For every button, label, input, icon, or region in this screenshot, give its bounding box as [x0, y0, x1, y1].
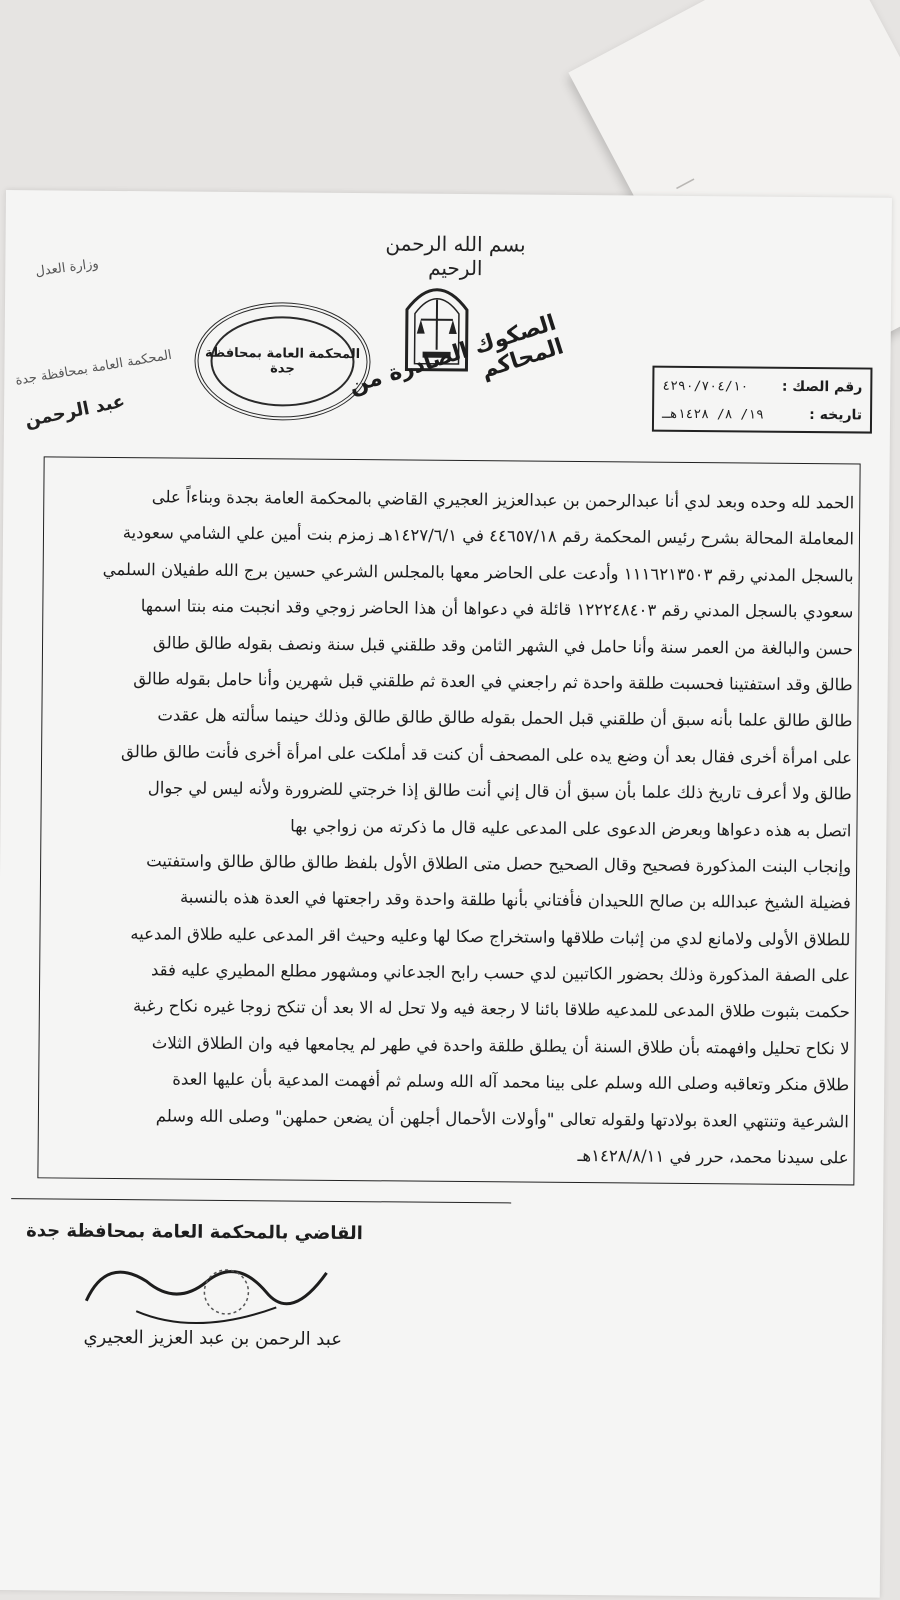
handwritten-note-3: عبد الرحمن	[23, 390, 127, 432]
body-line: على سيدنا محمد، حرر في ١٤٢٨/٨/١١هـ	[577, 1146, 849, 1168]
reference-number-value: ٤٢٩٠/٧٠٤/١٠	[662, 378, 749, 394]
judge-name: عبد الرحمن بن عبد العزيز العجيري	[83, 1326, 343, 1350]
handwritten-note-1: وزارة العدل	[34, 256, 100, 280]
body-line: لا نكاح تحليل وافهمته بأن طلاق السنة أن يطلق طلقة واحدة في طهر لم يجامعها فيه وان الطلاق الثلاث	[151, 1033, 850, 1059]
body-text	[43, 478, 854, 1176]
body-line: المعاملة المحالة بشرح رئيس المحكمة رقم ٤٤٦٥٧/١٨ في ١٤٢٧/٦/١هـ زمزم بنت أمين علي الشامي سعودية	[122, 523, 855, 549]
body-line: الشرعية وتنتهي العدة بولادتها ولقوله تعالى "وأولات الأحمال أجلهن أن يضعن حملهن" وصلى الله وسلم	[155, 1105, 849, 1132]
reference-date-label: تاريخه :	[809, 407, 863, 424]
body-line: حكمت بثبوت طلاق المدعى للمدعيه طلاقا بائنا لا رجعة فيه ولا تحل له الا بعد أن تنكح زوجا غيره نكاح رغبة	[132, 996, 850, 1022]
closing-rule	[11, 1198, 511, 1203]
stamp-text: المحكمة العامة بمحافظة جدة	[205, 345, 361, 377]
body-line: اتصل به هذه دعواها وبعرض الدعوى على المدعى عليه قال ما ذكرته من زواجي بها	[290, 816, 852, 840]
body-line: طالق وقد استفتينا فحسبت طلقة واحدة ثم راجعني في العدة ثم طلقني قبل شهرين وأنا حامل بقوله طالق	[133, 669, 853, 695]
reference-number-row	[662, 372, 862, 402]
body-line: بالسجل المدني رقم ١١١٦٢١٣٥٠٣ وأدعت على الحاضر معها بالمجلس الشرعي حسين برج الله طفيلان السلمي	[102, 559, 854, 586]
basmala: بسم الله الرحمن الرحيم	[385, 231, 526, 281]
reference-date-row	[662, 400, 862, 430]
faint-text: —	[669, 167, 701, 200]
handwritten-note-2: المحكمة العامة بمحافظة جدة	[14, 347, 173, 389]
body-line: طلاق منكر وتعاقبه وصلى الله وسلم على بينا محمد آله الله وسلم ثم أفهمت المدعية بأن عليها العدة	[172, 1069, 850, 1095]
body-line: للطلاق الأولى ولامانع لدي من إثبات طلاقها واستخراج صكا لها وعليه وحيث اقر المدعى عليه طلاق المدعيه	[130, 923, 851, 950]
document-page	[0, 190, 892, 1598]
body-line: طالق طالق علما بأنه سبق أن طلقني قبل الحمل بقوله طالق طالق طالق وذلك حينما سألته هل عقدت	[157, 705, 853, 731]
body-line: سعودي بالسجل المدني رقم ١٢٢٢٤٨٤٠٣ قائلة في دعواها أن هذا الحاضر زوجي وقد انجبت منه بنتا اسمها	[140, 596, 854, 622]
judge-title: القاضي بالمحكمة العامة بمحافظة جدة	[26, 1220, 363, 1245]
body-line: وإنجاب البنت المذكورة فصحيح وقال الصحيح حصل متى الطلاق الأول بلفظ طالق طالق طالق واستفتيت	[146, 851, 852, 877]
reference-date-value: ١٩/ ٨/ ١٤٢٨هـ	[662, 406, 764, 423]
body-line: حسن والبالغة من العمر سنة وأنا حامل في الشهر الثامن وقد طلقني قبل سنة ونصف بقوله طالق طالق	[152, 632, 854, 658]
body-line: على امرأة أخرى فقال بعد أن وضع يده على المصحف أن كنت قد أملكت على امرأة أخرى فأنت طالق طالق	[120, 741, 853, 768]
reference-box	[652, 366, 873, 434]
reference-number-label: رقم الصك :	[781, 378, 863, 396]
body-line: الحمد لله وحده وبعد لدي أنا عبدالرحمن بن عبدالعزيز العجيري القاضي بالمحكمة العامة بجدة وبناءاً على	[151, 487, 855, 513]
body-line: فضيلة الشيخ عبدالله بن صالح اللحيدان فأفتاني بأنها طلقة واحدة وقد راجعتها في العدة هذه بالنسبة	[179, 887, 851, 913]
body-line: على الصفة المذكورة وذلك بحضور الكاتبين لدي حسب رابح الجدعاني ومشهور مطلع المطيري عليه فقد	[150, 960, 851, 986]
issuer-title: الصكوك الصادرة من المحاكم	[345, 310, 567, 400]
body-line: طالق ولا أعرف تاريخ ذلك علما بأن سبق أن قال إني أنت طالق إذا خرجتي للضرورة ولأنه ليس لي جوال	[147, 778, 852, 804]
